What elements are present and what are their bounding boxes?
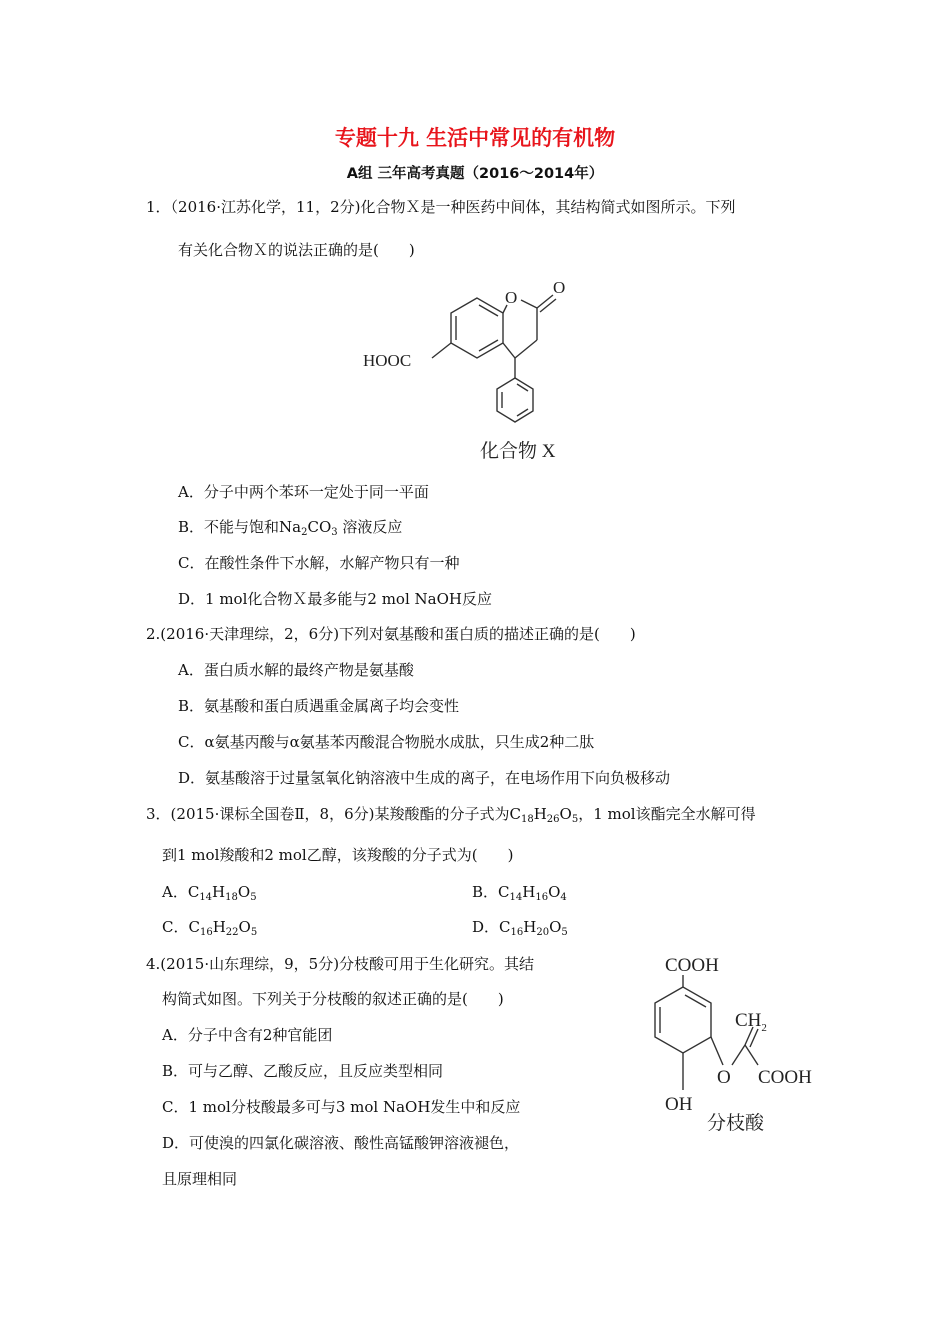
q2-stem: 2.(2016·天津理综，2，6分)下列对氨基酸和蛋白质的描述正确的是( ) [146,625,636,643]
q2-option-b: B．氨基酸和蛋白质遇重金属离子均会变性 [178,697,460,715]
q3-stem-line2: 到1 mol羧酸和2 mol乙醇，该羧酸的分子式为( ) [162,846,514,864]
q3-option-c: C．$C_{16}H_{22}O_5$ [162,918,258,938]
q1-option-b: B．不能与饱和$Na_2CO_3$ 溶液反应 [178,518,403,538]
cyclohexadiene-ring [655,987,711,1053]
q4-structure-figure [625,955,840,1140]
q4-option-b: B．可与乙醇、乙酸反应，且反应类型相同 [162,1062,444,1080]
q1-structure-figure [355,270,600,465]
section-subtitle: A组 三年高考真题（2016～2014年） [346,166,604,182]
benzene-ring-left [451,298,503,358]
q2-option-a: A．蛋白质水解的最终产物是氨基酸 [178,661,414,679]
q4-option-c: C．1 mol分枝酸最多可与3 mol NaOH发生中和反应 [162,1098,521,1116]
q3-stem-line1: 3．(2015·课标全国卷Ⅱ，8，6分)某羧酸酯的分子式为$C_{18}H_{26}O_5$，1 mol该酯完全水解可得 [146,805,756,825]
cooh-right-label: COOH [758,1067,812,1088]
q1-option-d: D．1 mol化合物Ｘ最多能与2 mol NaOH反应 [178,590,492,608]
oh-label: OH [665,1094,693,1115]
q4-option-d-line2: 且原理相同 [162,1170,238,1188]
q4-option-d-line1: D．可使溴的四氯化碳溶液、酸性高锰酸钾溶液褪色， [162,1134,520,1152]
q1-stem-line1: 1．（2016·江苏化学，11，2分)化合物Ｘ是一种医药中间体，其结构简式如图所示。下列 [146,198,736,216]
ring-oxygen-label: O [505,288,518,307]
ch2-label: $CH_2$ [735,1010,767,1034]
carbonyl-oxygen-label: O [553,278,566,297]
q4-stem-line2: 构简式如图。下列关于分枝酸的叙述正确的是( ) [162,990,504,1008]
page-title: 专题十九 生活中常见的有机物 [334,126,616,150]
ether-oxygen-label: O [717,1067,731,1088]
figure-caption: 化合物 X [480,441,556,462]
hooc-label: HOOC [363,351,412,370]
q1-stem-line2: 有关化合物Ｘ的说法正确的是( ) [178,241,415,259]
q3-option-a: A．$C_{14}H_{18}O_5$ [162,883,257,903]
q3-option-b: B．$C_{14}H_{16}O_4$ [472,883,567,903]
q1-option-c: C．在酸性条件下水解，水解产物只有一种 [178,554,460,572]
q2-option-c: C．α氨基丙酸与α氨基苯丙酸混合物脱水成肽，只生成2种二肽 [178,733,595,751]
q1-option-a: A．分子中两个苯环一定处于同一平面 [178,483,429,501]
cooh-top-label: COOH [665,955,719,976]
figure-caption: 分枝酸 [707,1113,765,1134]
q2-option-d: D．氨基酸溶于过量氢氧化钠溶液中生成的离子，在电场作用下向负极移动 [178,769,671,787]
q4-stem-line1: 4.(2015·山东理综，9，5分)分枝酸可用于生化研究。其结 [146,955,535,973]
q4-option-a: A．分子中含有2种官能团 [162,1026,333,1044]
q3-option-d: D．$C_{16}H_{20}O_5$ [472,918,568,938]
